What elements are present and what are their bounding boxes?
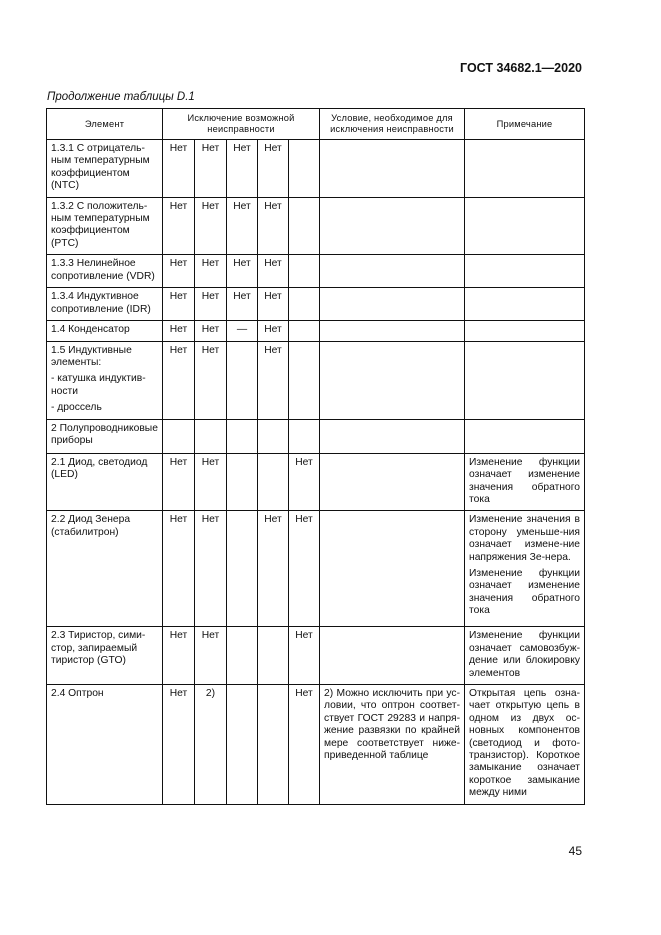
- cell-element: [47, 255, 163, 288]
- cell-exclusion-c3: [227, 453, 258, 511]
- element-text: 2.2 Диод Зенера (стабилитрон): [51, 514, 131, 538]
- cell-exclusion-c2: Нет: [195, 140, 227, 198]
- cell-exclusion-c1: Нет: [163, 684, 195, 804]
- cell-exclusion-c2: Нет: [195, 453, 227, 511]
- table-row: [47, 419, 585, 453]
- cell-note: [465, 511, 585, 627]
- cell-exclusion-c4: [258, 684, 289, 804]
- table-header-row: [47, 109, 585, 140]
- table-row: [47, 321, 585, 341]
- cell-condition: [320, 627, 465, 685]
- cell-condition: [320, 419, 465, 453]
- cell-note: [465, 627, 585, 685]
- element-text: 2.4 Оптрон: [51, 687, 104, 699]
- element-text: 1.3.3 Нелинейное сопротивление (VDR): [51, 258, 155, 282]
- cell-condition: [320, 288, 465, 321]
- cell-condition: [320, 197, 465, 255]
- element-text: - катушка индуктив-ности: [51, 373, 146, 397]
- cell-element: [47, 627, 163, 685]
- cell-exclusion-c5: [289, 288, 320, 321]
- cell-exclusion-c1: Нет: [163, 511, 195, 627]
- table-row: [47, 255, 585, 288]
- cell-exclusion-c1: Нет: [163, 255, 195, 288]
- cell-note: [465, 453, 585, 511]
- cell-note: [465, 419, 585, 453]
- cell-condition: [320, 511, 465, 627]
- element-text: 1.5 Индуктивные элементы:: [51, 344, 132, 369]
- header-element: Элемент: [47, 109, 163, 140]
- cell-exclusion-c1: Нет: [163, 453, 195, 511]
- cell-exclusion-c3: [227, 511, 258, 627]
- element-text: 2.1 Диод, светодиод (LED): [51, 456, 148, 481]
- cell-exclusion-c2: Нет: [195, 321, 227, 341]
- fault-exclusion-table: [46, 108, 585, 805]
- cell-exclusion-c3: Нет: [227, 197, 258, 255]
- cell-exclusion-c5: [289, 140, 320, 198]
- cell-exclusion-c4: [258, 453, 289, 511]
- cell-exclusion-c4: Нет: [258, 321, 289, 341]
- element-text: 2 Полупроводниковые приборы: [51, 422, 158, 447]
- cell-exclusion-c5: Нет: [289, 627, 320, 685]
- cell-note: [465, 288, 585, 321]
- table-row: [47, 453, 585, 511]
- cell-condition: 2) Можно исключить при ус-ловии, что оптрон соответ-ствует ГОСТ 29283 и напря-жение развязки по крайней мере соответствует ниже-приведенной таблице: [320, 684, 465, 804]
- cell-element: [47, 197, 163, 255]
- standard-designation: ГОСТ 34682.1—2020: [460, 61, 582, 75]
- table-caption: Продолжение таблицы D.1: [47, 91, 195, 103]
- header-note: Примечание: [465, 109, 585, 140]
- note-text: Изменение функции означает изменение значения обратного тока: [469, 456, 581, 505]
- cell-note: [465, 341, 585, 419]
- cell-exclusion-c1: Нет: [163, 341, 195, 419]
- cell-exclusion-c3: Нет: [227, 140, 258, 198]
- page-number: 45: [568, 844, 582, 858]
- cell-exclusion-c5: Нет: [289, 511, 320, 627]
- cell-exclusion-c5: [289, 419, 320, 453]
- cell-element: [47, 341, 163, 419]
- cell-exclusion-c3: Нет: [227, 255, 258, 288]
- element-text: 2.3 Тиристор, сими-стор, запираемый тиристор (GTO): [51, 630, 146, 667]
- cell-exclusion-c4: Нет: [258, 197, 289, 255]
- cell-exclusion-c2: [195, 419, 227, 453]
- cell-note: [465, 255, 585, 288]
- cell-exclusion-c4: Нет: [258, 140, 289, 198]
- cell-element: [47, 684, 163, 804]
- cell-element: [47, 288, 163, 321]
- cell-exclusion-c1: Нет: [163, 627, 195, 685]
- cell-exclusion-c2: Нет: [195, 627, 227, 685]
- cell-exclusion-c5: [289, 321, 320, 341]
- cell-exclusion-c5: [289, 255, 320, 288]
- cell-exclusion-c3: [227, 341, 258, 419]
- cell-exclusion-c3: Нет: [227, 288, 258, 321]
- table-row: [47, 627, 585, 685]
- cell-exclusion-c1: Нет: [163, 288, 195, 321]
- table-row: [47, 684, 585, 804]
- cell-exclusion-c4: [258, 627, 289, 685]
- cell-element: [47, 140, 163, 198]
- cell-exclusion-c2: 2): [195, 684, 227, 804]
- cell-condition: [320, 255, 465, 288]
- cell-note: [465, 140, 585, 198]
- cell-element: [47, 321, 163, 341]
- table-row: [47, 140, 585, 198]
- cell-exclusion-c2: Нет: [195, 341, 227, 419]
- note-text: Изменение значения в сторону уменьше-ния означает измене-ние напряжения Зе-нера.: [469, 514, 581, 563]
- cell-exclusion-c4: [258, 419, 289, 453]
- cell-exclusion-c5: [289, 197, 320, 255]
- cell-condition: [320, 321, 465, 341]
- cell-exclusion-c2: Нет: [195, 197, 227, 255]
- cell-exclusion-c4: Нет: [258, 255, 289, 288]
- cell-condition: [320, 140, 465, 198]
- cell-exclusion-c4: Нет: [258, 341, 289, 419]
- element-text: - дроссель: [51, 402, 102, 414]
- cell-exclusion-c2: Нет: [195, 288, 227, 321]
- cell-exclusion-c1: Нет: [163, 140, 195, 198]
- header-exclusion: Исключение возможной неисправности: [163, 109, 320, 140]
- cell-exclusion-c2: Нет: [195, 255, 227, 288]
- cell-exclusion-c5: Нет: [289, 453, 320, 511]
- cell-note: [465, 321, 585, 341]
- element-text: 1.3.2 С положитель-ным температурным коэффициентом (PTC): [51, 200, 150, 249]
- cell-exclusion-c4: Нет: [258, 511, 289, 627]
- cell-exclusion-c3: [227, 627, 258, 685]
- note-text: Открытая цепь озна-чает открытую цепь в одном из двух ос-новных компонентов (светодиод и фото-транзистор). Короткое замыкание означает короткое замыкание между ними: [469, 687, 581, 799]
- cell-condition: [320, 453, 465, 511]
- table-row: [47, 197, 585, 255]
- cell-note: [465, 684, 585, 804]
- note-text: Изменение функции означает самовозбуж-дение или блокировку элементов: [469, 630, 581, 679]
- table-row: [47, 341, 585, 419]
- cell-exclusion-c3: [227, 419, 258, 453]
- cell-exclusion-c1: Нет: [163, 197, 195, 255]
- cell-exclusion-c2: Нет: [195, 511, 227, 627]
- cell-element: [47, 453, 163, 511]
- cell-element: [47, 419, 163, 453]
- cell-exclusion-c5: Нет: [289, 684, 320, 804]
- cell-element: [47, 511, 163, 627]
- table-row: [47, 511, 585, 627]
- element-text: 1.4 Конденсатор: [51, 324, 130, 336]
- header-condition: Условие, необходимое для исключения неисправности: [320, 109, 465, 140]
- cell-exclusion-c5: [289, 341, 320, 419]
- cell-exclusion-c3: [227, 684, 258, 804]
- cell-exclusion-c4: Нет: [258, 288, 289, 321]
- element-text: 1.3.1 С отрицатель-ным температурным коэффициентом (NTC): [51, 143, 150, 192]
- cell-exclusion-c3: —: [227, 321, 258, 341]
- cell-exclusion-c1: [163, 419, 195, 453]
- cell-exclusion-c1: Нет: [163, 321, 195, 341]
- cell-condition: [320, 341, 465, 419]
- note-text: Изменение функции означает изменение значения обратного тока: [469, 567, 581, 617]
- element-text: 1.3.4 Индуктивное сопротивление (IDR): [51, 291, 151, 315]
- table-row: [47, 288, 585, 321]
- cell-note: [465, 197, 585, 255]
